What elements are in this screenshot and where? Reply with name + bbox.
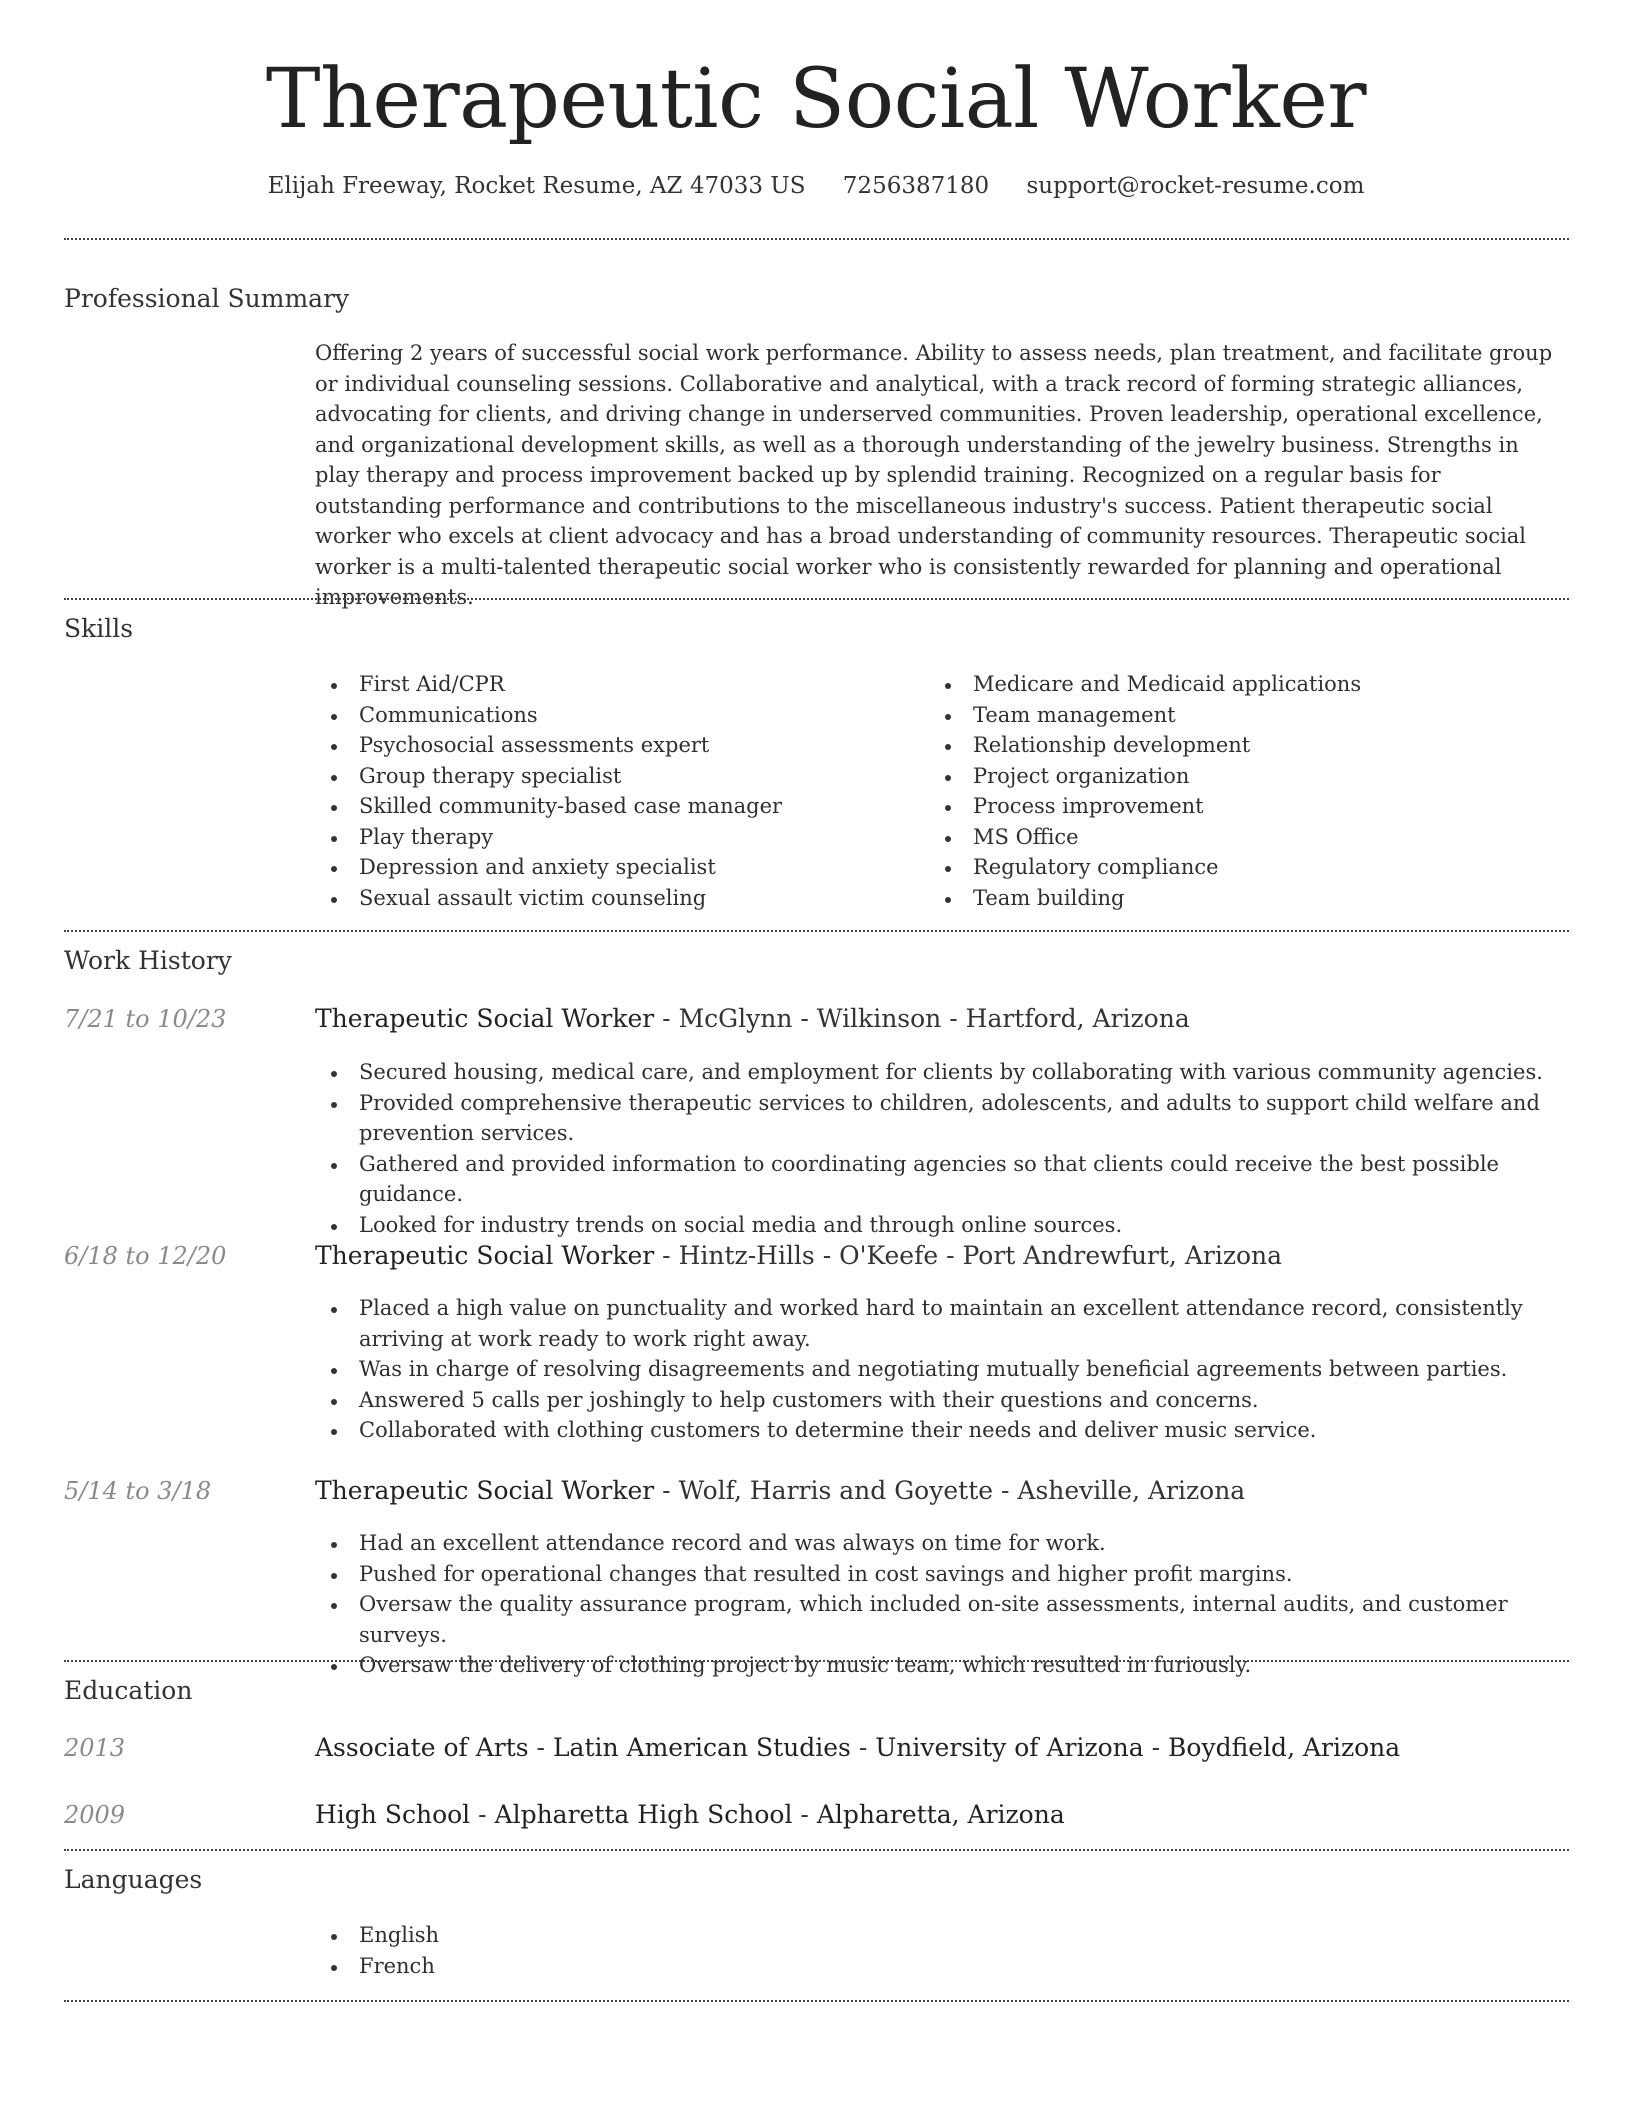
- job-title: Therapeutic Social Worker: [315, 1004, 655, 1033]
- resume-title: Therapeutic Social Worker: [265, 52, 1367, 147]
- job-dates: 5/14 to 3/18: [64, 1477, 212, 1505]
- job-dates: 6/18 to 12/20: [64, 1242, 227, 1270]
- job-bullet: Had an excellent attendance record and was always on time for work.: [315, 1528, 1565, 1559]
- job-bullets: [315, 1057, 1565, 1240]
- job-header: Therapeutic Social Worker - McGlynn - Wilkinson - Hartford, Arizona: [315, 1004, 1190, 1033]
- skill-item: Process improvement: [929, 791, 1529, 822]
- section-divider: [64, 238, 1569, 240]
- skill-item: Regulatory compliance: [929, 852, 1529, 883]
- job-bullet: Pushed for operational changes that resulted in cost savings and higher profit margins.: [315, 1559, 1565, 1590]
- education-entry: Associate of Arts - Latin American Studies - University of Arizona - Boydfield, Arizona: [315, 1733, 1401, 1762]
- job-bullet: Answered 5 calls per joshingly to help customers with their questions and concerns.: [315, 1385, 1565, 1416]
- resume-header: [0, 50, 1632, 202]
- skill-item: Skilled community-based case manager: [315, 791, 915, 822]
- job-bullet: Provided comprehensive therapeutic services to children, adolescents, and adults to support child welfare and prevention services.: [315, 1088, 1565, 1149]
- summary-text: Offering 2 years of successful social work performance. Ability to assess needs, plan treatment, and facilitate group or individual counseling sessions. Collaborative and analytical, with a track record of forming strategic alliances, advocating for clients, and driving change in underserved communities. Proven leadership, operational excellence, and organizational development skills, as well as a thorough understanding of the jewelry business. Strengths in play therapy and process improvement backed up by splendid training. Recognized on a regular basis for outstanding performance and contributions to the miscellaneous industry's success. Patient therapeutic social worker who excels at client advocacy and has a broad understanding of community resources. Therapeutic social worker is a multi-talented therapeutic social worker who is consistently rewarded for planning and operational improvements.: [315, 341, 1553, 609]
- education-heading: Education: [64, 1676, 193, 1705]
- contact-line: [0, 170, 1632, 202]
- skill-item: Psychosocial assessments expert: [315, 730, 915, 761]
- work-heading: Work History: [64, 946, 232, 975]
- summary-section: [315, 338, 1565, 613]
- education-year: 2009: [64, 1801, 126, 1829]
- skill-item: Team management: [929, 700, 1529, 731]
- section-divider: [64, 930, 1569, 932]
- job-bullet: Oversaw the quality assurance program, which included on-site assessments, internal audits, and customer surveys.: [315, 1589, 1565, 1650]
- job-bullet: Oversaw the delivery of clothing project by music team, which resulted in furiously.: [315, 1650, 1565, 1681]
- job-bullet: Gathered and provided information to coordinating agencies so that clients could receive the best possible guidance.: [315, 1149, 1565, 1210]
- job-bullet: Looked for industry trends on social media and through online sources.: [315, 1210, 1565, 1241]
- skills-column-left: [315, 669, 915, 913]
- education-school: Alpharetta High School: [494, 1800, 793, 1829]
- job-bullets: [315, 1293, 1565, 1446]
- skill-item: Depression and anxiety specialist: [315, 852, 915, 883]
- skill-item: Team building: [929, 883, 1529, 914]
- education-location: Alpharetta, Arizona: [816, 1800, 1065, 1829]
- job-dates: 7/21 to 10/23: [64, 1005, 227, 1033]
- contact-address: Elijah Freeway, Rocket Resume, AZ 47033 US: [267, 173, 806, 199]
- skills-column-right: [929, 669, 1529, 913]
- skill-item: Play therapy: [315, 822, 915, 853]
- skill-item: Project organization: [929, 761, 1529, 792]
- skill-item: Group therapy specialist: [315, 761, 915, 792]
- contact-phone: 7256387180: [842, 173, 990, 199]
- languages-section: [315, 1920, 1565, 1981]
- contact-email: support@rocket-resume.com: [1026, 173, 1365, 199]
- education-degree: High School: [315, 1800, 471, 1829]
- education-entry: High School - Alpharetta High School - Alpharetta, Arizona: [315, 1800, 1065, 1829]
- section-divider: [64, 2000, 1569, 2002]
- job-bullet: Collaborated with clothing customers to determine their needs and deliver music service.: [315, 1415, 1565, 1446]
- skill-item: Sexual assault victim counseling: [315, 883, 915, 914]
- skill-item: MS Office: [929, 822, 1529, 853]
- skill-item: First Aid/CPR: [315, 669, 915, 700]
- education-school: University of Arizona: [875, 1733, 1144, 1762]
- job-title: Therapeutic Social Worker: [315, 1476, 655, 1505]
- section-divider: [64, 1660, 1569, 1662]
- job-bullet: Was in charge of resolving disagreements and negotiating mutually beneficial agreements between parties.: [315, 1354, 1565, 1385]
- section-divider: [64, 598, 1569, 600]
- skills-heading: Skills: [64, 614, 134, 643]
- language-item: French: [315, 1951, 1565, 1982]
- job-location: Asheville, Arizona: [1017, 1476, 1246, 1505]
- job-location: Port Andrewfurt, Arizona: [962, 1241, 1283, 1270]
- job-company: McGlynn - Wilkinson: [678, 1004, 942, 1033]
- education-field: Latin American Studies: [552, 1733, 851, 1762]
- job-header: Therapeutic Social Worker - Hintz-Hills - O'Keefe - Port Andrewfurt, Arizona: [315, 1241, 1283, 1270]
- job-title: Therapeutic Social Worker: [315, 1241, 655, 1270]
- education-degree: Associate of Arts: [315, 1733, 529, 1762]
- summary-heading: Professional Summary: [64, 284, 350, 313]
- education-year: 2013: [64, 1734, 126, 1762]
- job-company: Wolf, Harris and Goyette: [678, 1476, 994, 1505]
- job-header: Therapeutic Social Worker - Wolf, Harris and Goyette - Asheville, Arizona: [315, 1476, 1246, 1505]
- job-bullet: Secured housing, medical care, and employment for clients by collaborating with various community agencies.: [315, 1057, 1565, 1088]
- skill-item: Relationship development: [929, 730, 1529, 761]
- skill-item: Medicare and Medicaid applications: [929, 669, 1529, 700]
- job-location: Hartford, Arizona: [965, 1004, 1190, 1033]
- languages-heading: Languages: [64, 1865, 203, 1894]
- job-bullets: [315, 1528, 1565, 1681]
- language-item: English: [315, 1920, 1565, 1951]
- education-location: Boydfield, Arizona: [1168, 1733, 1401, 1762]
- job-company: Hintz-Hills - O'Keefe: [678, 1241, 939, 1270]
- skill-item: Communications: [315, 700, 915, 731]
- job-bullet: Placed a high value on punctuality and worked hard to maintain an excellent attendance record, consistently arriving at work ready to work right away.: [315, 1293, 1565, 1354]
- section-divider: [64, 1849, 1569, 1851]
